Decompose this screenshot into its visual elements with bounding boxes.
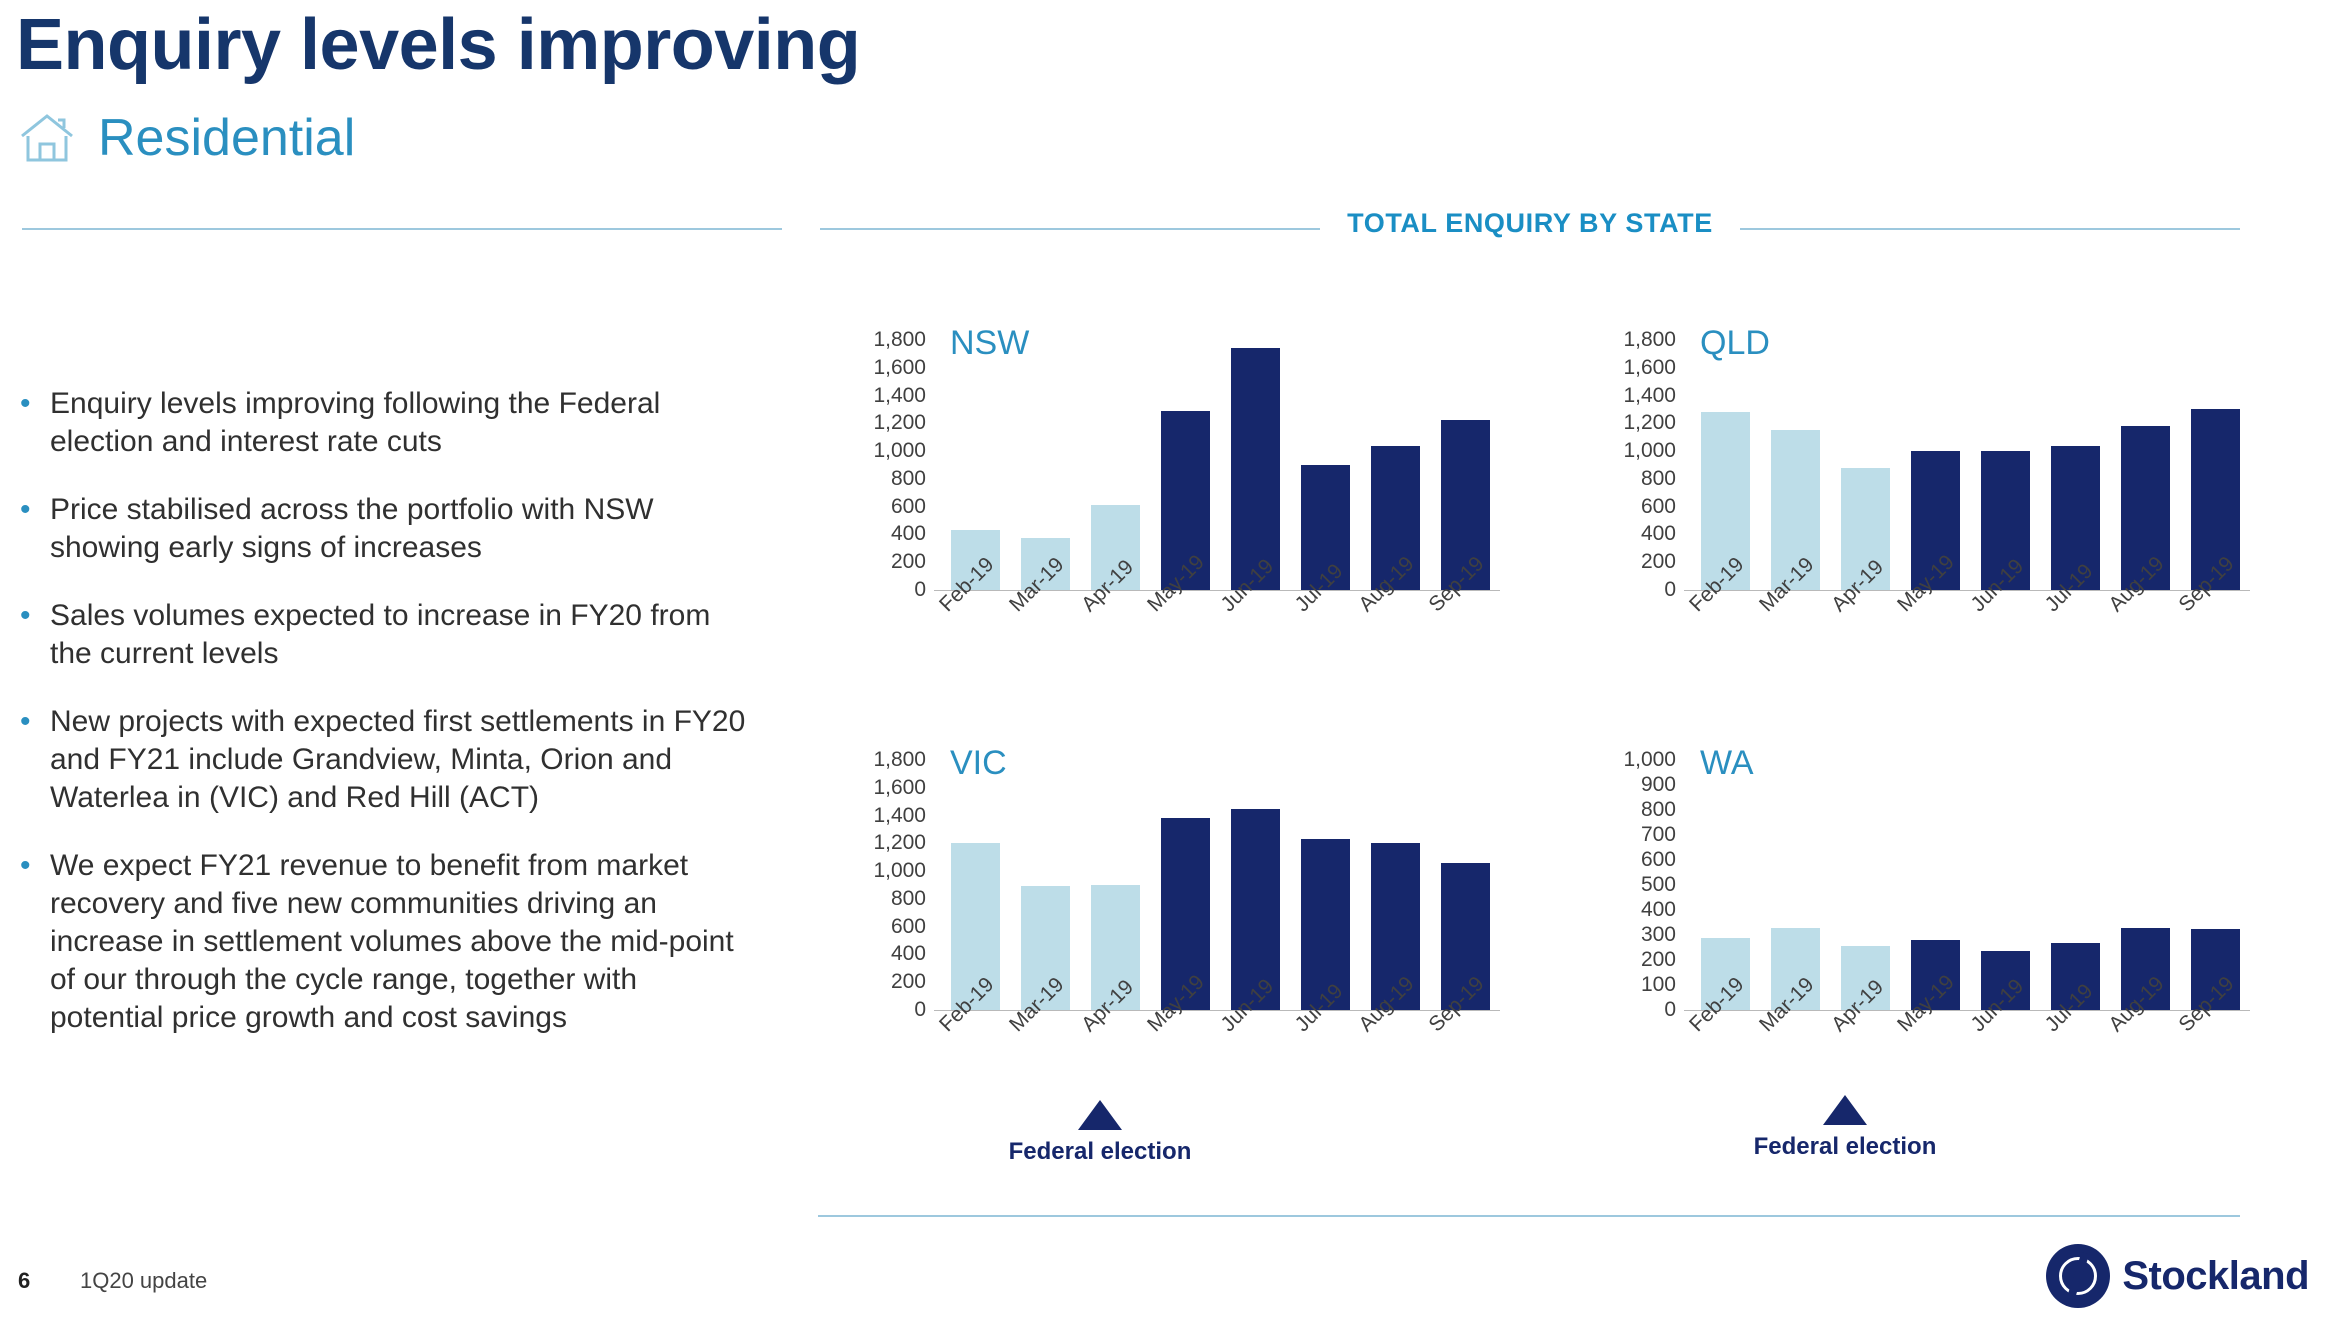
footer-text: 1Q20 update <box>80 1268 208 1293</box>
y-axis-tick-label: 1,800 <box>1623 328 1676 351</box>
bar-slot <box>1830 760 1900 1010</box>
bar-slot <box>2040 340 2110 590</box>
bullet-dot-icon: • <box>20 849 31 882</box>
y-axis-tick-label: 700 <box>1640 823 1676 846</box>
bar-slot <box>1360 340 1430 590</box>
x-axis-tick-label: Mar-19 <box>1755 972 1819 1037</box>
y-axis-tick-label: 500 <box>1640 873 1676 896</box>
y-axis-tick-label: 1,800 <box>873 328 926 351</box>
bar-slot <box>1900 760 1970 1010</box>
stockland-logo-text: Stockland <box>2122 1253 2309 1298</box>
y-axis-tick-label: 1,600 <box>873 775 926 799</box>
section-label: TOTAL ENQUIRY BY STATE <box>1347 208 1713 238</box>
chart-wa <box>1570 720 2250 1050</box>
federal-election-label: Federal election <box>1008 1138 1192 1165</box>
bar-slot <box>940 340 1010 590</box>
page-subtitle: Residential <box>98 109 356 167</box>
x-axis-tick-label: May-19 <box>1892 970 1959 1037</box>
chart-title: WA <box>1700 744 1754 782</box>
y-axis-tick-label: 1,000 <box>1623 748 1676 771</box>
y-axis-tick-label: 400 <box>890 942 926 966</box>
bar-slot <box>2040 760 2110 1010</box>
y-axis-tick-label: 100 <box>1640 973 1676 996</box>
y-axis-tick-label: 1,800 <box>873 748 926 771</box>
bar-slot <box>1760 760 1830 1010</box>
y-axis-tick-label: 1,600 <box>1623 355 1676 379</box>
footer-divider <box>818 1215 2240 1217</box>
bar-slot <box>2110 340 2180 590</box>
y-axis-tick-label: 1,200 <box>1623 411 1676 435</box>
y-axis-tick-label: 1,400 <box>873 383 926 407</box>
bullet-dot-icon: • <box>20 705 31 738</box>
federal-election-marker-wa <box>1645 1095 2045 1161</box>
y-axis-tick-label: 1,000 <box>1623 439 1676 463</box>
bar-slot <box>1690 760 1760 1010</box>
y-axis-tick-label: 1,200 <box>873 831 926 855</box>
y-axis-tick-label: 1,400 <box>1623 383 1676 407</box>
x-axis-tick-label: Sep-19 <box>2174 972 2239 1037</box>
x-axis-tick-label: Aug-19 <box>1354 552 1419 617</box>
x-axis-tick-label: Jun-19 <box>1216 974 1279 1037</box>
y-axis-tick-label: 1,200 <box>873 411 926 435</box>
x-axis-tick-label: Mar-19 <box>1755 552 1819 617</box>
bar-slot <box>1430 760 1500 1010</box>
y-axis-tick-label: 200 <box>1640 550 1676 574</box>
bar-slot <box>1220 340 1290 590</box>
bar-slot <box>1150 760 1220 1010</box>
bar[interactable] <box>1231 348 1280 590</box>
subtitle-row <box>18 110 355 166</box>
bar-slot <box>1010 760 1080 1010</box>
bar-series <box>1690 760 2250 1010</box>
triangle-up-icon <box>1823 1095 1867 1125</box>
stockland-logo-icon <box>2046 1244 2110 1308</box>
bullet-text: Sales volumes expected to increase in FY20 from the current levels <box>50 599 711 670</box>
bullet-text: Enquiry levels improving following the Federal election and interest rate cuts <box>50 387 661 458</box>
bar-slot <box>1430 340 1500 590</box>
bar-slot <box>1150 340 1220 590</box>
page-title: Enquiry levels improving <box>16 5 861 85</box>
chart-nsw <box>820 300 1500 630</box>
y-axis-tick-label: 400 <box>1640 898 1676 921</box>
bar-slot <box>1290 760 1360 1010</box>
bar-slot <box>1970 760 2040 1010</box>
list-item <box>20 385 750 461</box>
x-axis-tick-label: Jun-19 <box>1216 554 1279 617</box>
y-axis-tick-label: 800 <box>890 466 926 490</box>
x-axis-tick-label: Sep-19 <box>1424 552 1489 617</box>
chart-title: NSW <box>950 324 1030 362</box>
x-axis-tick-label: Jul-19 <box>2040 979 2098 1037</box>
x-axis-tick-label: May-19 <box>1142 550 1209 617</box>
x-axis-tick-label: Aug-19 <box>1354 972 1419 1037</box>
stockland-logo <box>2046 1244 2309 1308</box>
y-axis-tick-label: 900 <box>1640 773 1676 796</box>
x-axis-tick-label: Jun-19 <box>1966 554 2029 617</box>
page-number: 6 <box>18 1268 31 1293</box>
divider-section-left <box>820 228 1320 230</box>
y-axis-tick-label: 0 <box>914 578 926 601</box>
bar-series <box>1690 340 2250 590</box>
list-item <box>20 491 750 567</box>
y-axis-tick-label: 800 <box>1640 466 1676 490</box>
bar-slot <box>1080 340 1150 590</box>
bar-slot <box>1760 340 1830 590</box>
x-axis-tick-label: Apr-19 <box>1827 975 1889 1037</box>
bar-slot <box>1360 760 1430 1010</box>
bar-slot <box>1220 760 1290 1010</box>
x-axis-tick-label: Apr-19 <box>1077 975 1139 1037</box>
federal-election-label: Federal election <box>1753 1133 1937 1160</box>
bar-slot <box>2180 340 2250 590</box>
x-axis-tick-label: Sep-19 <box>1424 972 1489 1037</box>
y-axis-tick-label: 300 <box>1640 923 1676 946</box>
x-axis-tick-label: Jul-19 <box>1290 559 1348 617</box>
bar-slot <box>2180 760 2250 1010</box>
list-item <box>20 597 750 673</box>
x-axis-tick-label: Mar-19 <box>1005 552 1069 617</box>
bar-series <box>940 340 1500 590</box>
y-axis-tick-label: 600 <box>1640 848 1676 871</box>
y-axis-tick-label: 600 <box>1640 494 1676 518</box>
x-axis-tick-label: Aug-19 <box>2104 972 2169 1037</box>
y-axis-tick-label: 200 <box>1640 948 1676 971</box>
x-axis-tick-label: Jul-19 <box>1290 979 1348 1037</box>
bullet-text: We expect FY21 revenue to benefit from market recovery and five new communities driving an increase in settlement volumes above the mid-point of our through the cycle range, together with potential price growth and cost savings <box>50 849 734 1034</box>
bar-series <box>940 760 1500 1010</box>
x-axis-tick-label: Sep-19 <box>2174 552 2239 617</box>
y-axis-tick-label: 1,000 <box>873 439 926 463</box>
bar-slot <box>1010 340 1080 590</box>
y-axis-tick-label: 800 <box>1640 798 1676 821</box>
federal-election-marker-vic <box>900 1100 1300 1166</box>
y-axis-tick-label: 800 <box>890 886 926 910</box>
chart-title: VIC <box>950 744 1007 782</box>
bar-slot <box>1900 340 1970 590</box>
chart-vic <box>820 720 1500 1050</box>
list-item <box>20 847 750 1037</box>
x-axis-tick-label: May-19 <box>1142 970 1209 1037</box>
x-axis-tick-label: Feb-19 <box>935 552 999 617</box>
y-axis-tick-label: 0 <box>1664 578 1676 601</box>
x-axis-tick-label: Feb-19 <box>1685 972 1749 1037</box>
chart-title: QLD <box>1700 324 1770 362</box>
house-icon <box>18 110 76 166</box>
x-axis-tick-label: Feb-19 <box>935 972 999 1037</box>
bar-slot <box>1970 340 2040 590</box>
list-item <box>20 703 750 817</box>
y-axis-tick-label: 1,600 <box>873 355 926 379</box>
bullet-text: Price stabilised across the portfolio with NSW showing early signs of increases <box>50 493 654 564</box>
y-axis-tick-label: 400 <box>890 522 926 546</box>
triangle-up-icon <box>1078 1100 1122 1130</box>
bullet-dot-icon: • <box>20 493 31 526</box>
y-axis-tick-label: 600 <box>890 914 926 938</box>
bar-slot <box>1690 340 1760 590</box>
bar-slot <box>2110 760 2180 1010</box>
x-axis-tick-label: Aug-19 <box>2104 552 2169 617</box>
bullet-dot-icon: • <box>20 599 31 632</box>
x-axis-tick-label: Jun-19 <box>1966 974 2029 1037</box>
x-axis-tick-label: Mar-19 <box>1005 972 1069 1037</box>
bar-slot <box>1080 760 1150 1010</box>
y-axis-tick-label: 600 <box>890 494 926 518</box>
bar-slot <box>1290 340 1360 590</box>
y-axis-tick-label: 0 <box>914 998 926 1021</box>
bullet-dot-icon: • <box>20 387 31 420</box>
chart-qld <box>1570 300 2250 630</box>
x-axis-tick-label: Feb-19 <box>1685 552 1749 617</box>
divider-left <box>22 228 782 230</box>
y-axis-tick-label: 1,000 <box>873 859 926 883</box>
y-axis-tick-label: 1,400 <box>873 803 926 827</box>
y-axis-tick-label: 200 <box>890 970 926 994</box>
x-axis-tick-label: Jul-19 <box>2040 559 2098 617</box>
y-axis-tick-label: 200 <box>890 550 926 574</box>
bar-slot <box>1830 340 1900 590</box>
bullet-list <box>20 385 750 1067</box>
divider-section-right <box>1740 228 2240 230</box>
x-axis-tick-label: Apr-19 <box>1827 555 1889 617</box>
bar-slot <box>940 760 1010 1010</box>
bullet-text: New projects with expected first settlements in FY20 and FY21 include Grandview, Minta, Orion and Waterlea in (VIC) and Red Hill (ACT) <box>50 705 746 814</box>
y-axis-tick-label: 0 <box>1664 998 1676 1021</box>
x-axis-tick-label: Apr-19 <box>1077 555 1139 617</box>
y-axis-tick-label: 400 <box>1640 522 1676 546</box>
x-axis-tick-label: May-19 <box>1892 550 1959 617</box>
